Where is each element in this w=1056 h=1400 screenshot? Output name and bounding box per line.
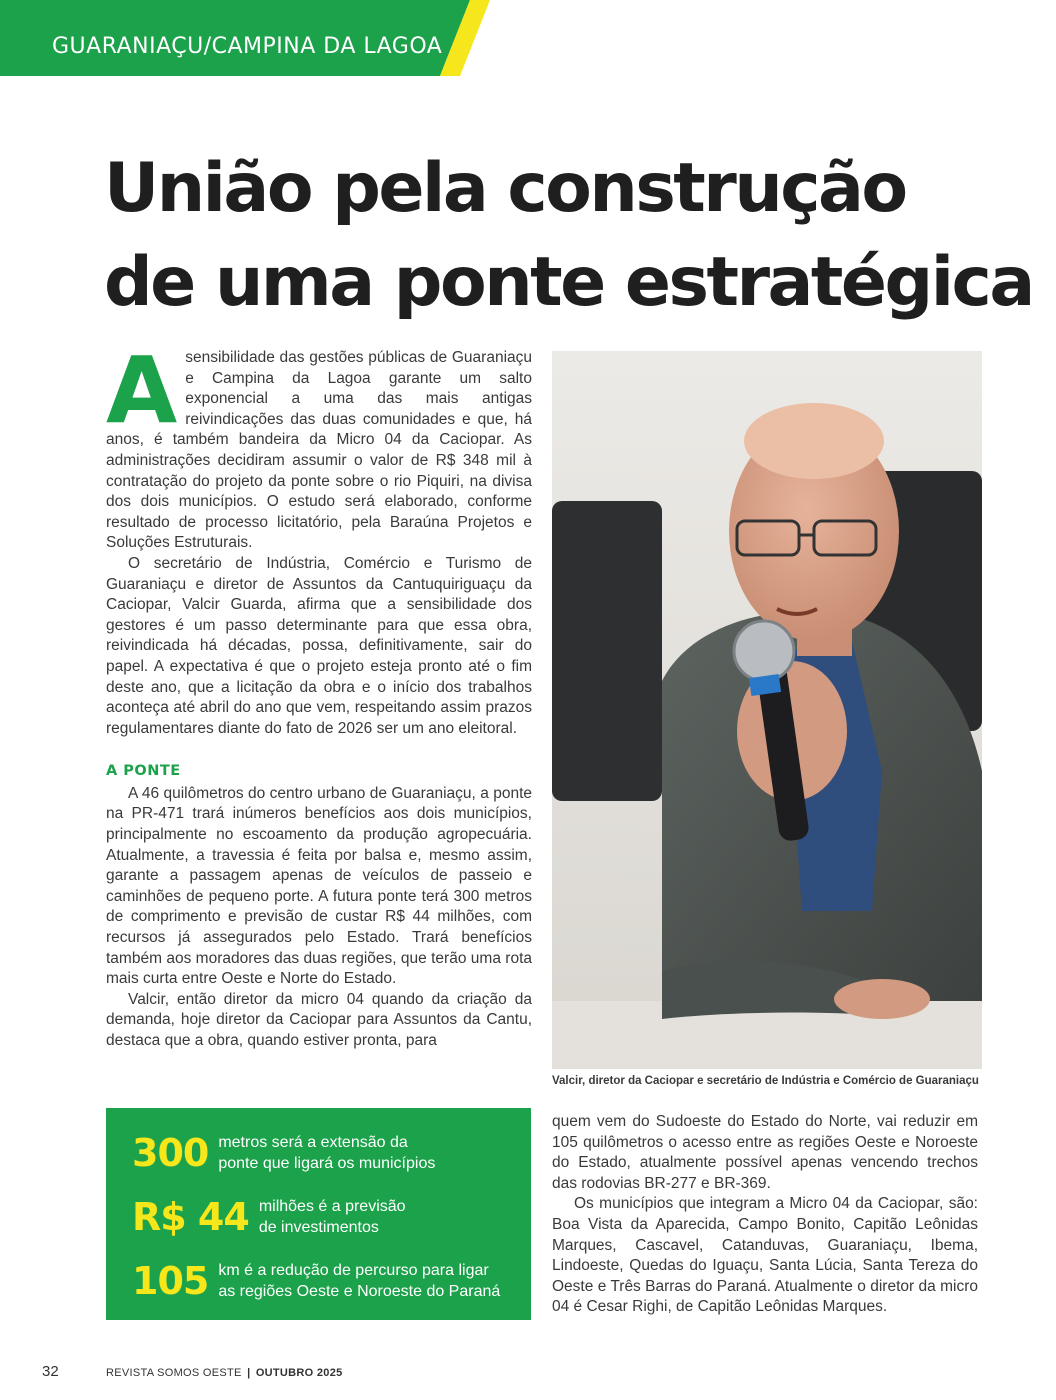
issue-date: OUTUBRO 2025 (255, 1367, 343, 1379)
paragraph-4-continued: quem vem do Sudoeste do Estado do Norte, vai reduzir em 105 quilômetros o acesso entre as regiões Oeste e Noroeste do Estado, atualmente possível apenas vencendo trechos das rodovias BR-277 e BR-369. (552, 1113, 978, 1192)
paragraph-5: Os municípios que integram a Micro 04 da Caciopar, são: Boa Vista da Aparecida, Campo Bonito, Capitão Leônidas Marques, Cascavel, Catanduvas, Guaraniaçu, Ibema, Lindoeste, Quedas do Iguaçu, Santa Lúcia, Santa Tereza do Oeste e Três Barras do Paraná. Atualmente o diretor da micro 04 é Cesar Righi, de Capitão Leônidas Marques. (552, 1195, 978, 1316)
fact-box (106, 1108, 531, 1320)
portrait-illustration (552, 351, 982, 1069)
section-label: GUARANIAÇU/CAMPINA DA LAGOA (52, 34, 443, 59)
fact-number: 300 (132, 1131, 209, 1175)
headline-line-2: de uma ponte estratégica (104, 243, 1033, 322)
page-number: 32 (42, 1363, 59, 1380)
paragraph-2: O secretário de Indústria, Comércio e Turismo de Guaraniaçu e diretor de Assuntos da Cantuquiriguaçu da Caciopar, Valcir Guarda, afirma que a sensibilidade dos gestores é um passo determinante para que essa obra, reivindicada há décadas, possa, definitivamente, sair do papel. A expectativa é que o projeto esteja pronto até o fim deste ano, que a licitação da obra e o início dos trabalhos aconteça até abril do ano que vem, respeitando assim prazos regulamentares diante do fato de 2026 ser um ano eleitoral. (106, 554, 532, 737)
article-column-left (106, 337, 532, 1052)
fact-item (132, 1260, 500, 1302)
magazine-name: REVISTA SOMOS OESTE (106, 1367, 242, 1379)
article-photo (552, 351, 982, 1069)
paragraph-1-text: sensibilidade das gestões públicas de Guaraniaçu e Campina da Lagoa garante um salto exponencial a uma das mais antigas reivindicações das duas comunidades e que, há anos, é também bandeira da Micro 04 da Caciopar. As administrações decidiram assumir o valor de R$ 348 mil à contratação do projeto da ponte sobre o rio Piquiri, na divisa dos dois municípios. O estudo será elaborado, conforme resultado de processo licitatório, pela Baraúna Projetos e Soluções Estruturais. (106, 349, 532, 552)
article-column-right (552, 1112, 978, 1318)
fact-description: metros será a extensão da ponte que ligará os municípios (218, 1134, 436, 1172)
magazine-footer (106, 1367, 343, 1379)
headline-line-1: União pela construção (104, 149, 906, 228)
paragraph-1 (106, 337, 532, 554)
section-header-bar (0, 0, 1056, 76)
fact-item (132, 1132, 435, 1174)
photo-caption: Valcir, diretor da Caciopar e secretário de Indústria e Comércio de Guaraniaçu (552, 1075, 979, 1087)
fact-number: R$ 44 (132, 1195, 249, 1239)
drop-cap: A (106, 337, 178, 444)
fact-number: 105 (132, 1259, 209, 1303)
paragraph-3: A 46 quilômetros do centro urbano de Guaraniaçu, a ponte na PR-471 trará inúmeros benefícios aos dois municípios, principalmente no escoamento da produção agropecuária. Atualmente, a travessia é feita por balsa e, mesmo assim, garante a passagem apenas de veículos de passeio e caminhões de pequeno porte. A futura ponte terá 300 metros de comprimento e previsão de custar R$ 44 milhões, com recursos já assegurados pelo Estado. Trará benefícios também aos moradores das duas regiões, que terão uma rota mais curta entre Oeste e Norte do Estado. (106, 784, 532, 988)
subheading: A PONTE (106, 763, 181, 780)
fact-item (132, 1196, 406, 1238)
headline (104, 142, 1033, 330)
paragraph-4: Valcir, então diretor da micro 04 quando da criação da demanda, hoje diretor da Caciopar para Assuntos da Cantu, destaca que a obra, quando estiver pronta, para (106, 990, 532, 1049)
fact-description: milhões é a previsão de investimentos (258, 1198, 406, 1236)
footer-separator: | (247, 1367, 251, 1379)
fact-description: km é a redução de percurso para ligar as regiões Oeste e Noroeste do Paraná (218, 1262, 501, 1300)
